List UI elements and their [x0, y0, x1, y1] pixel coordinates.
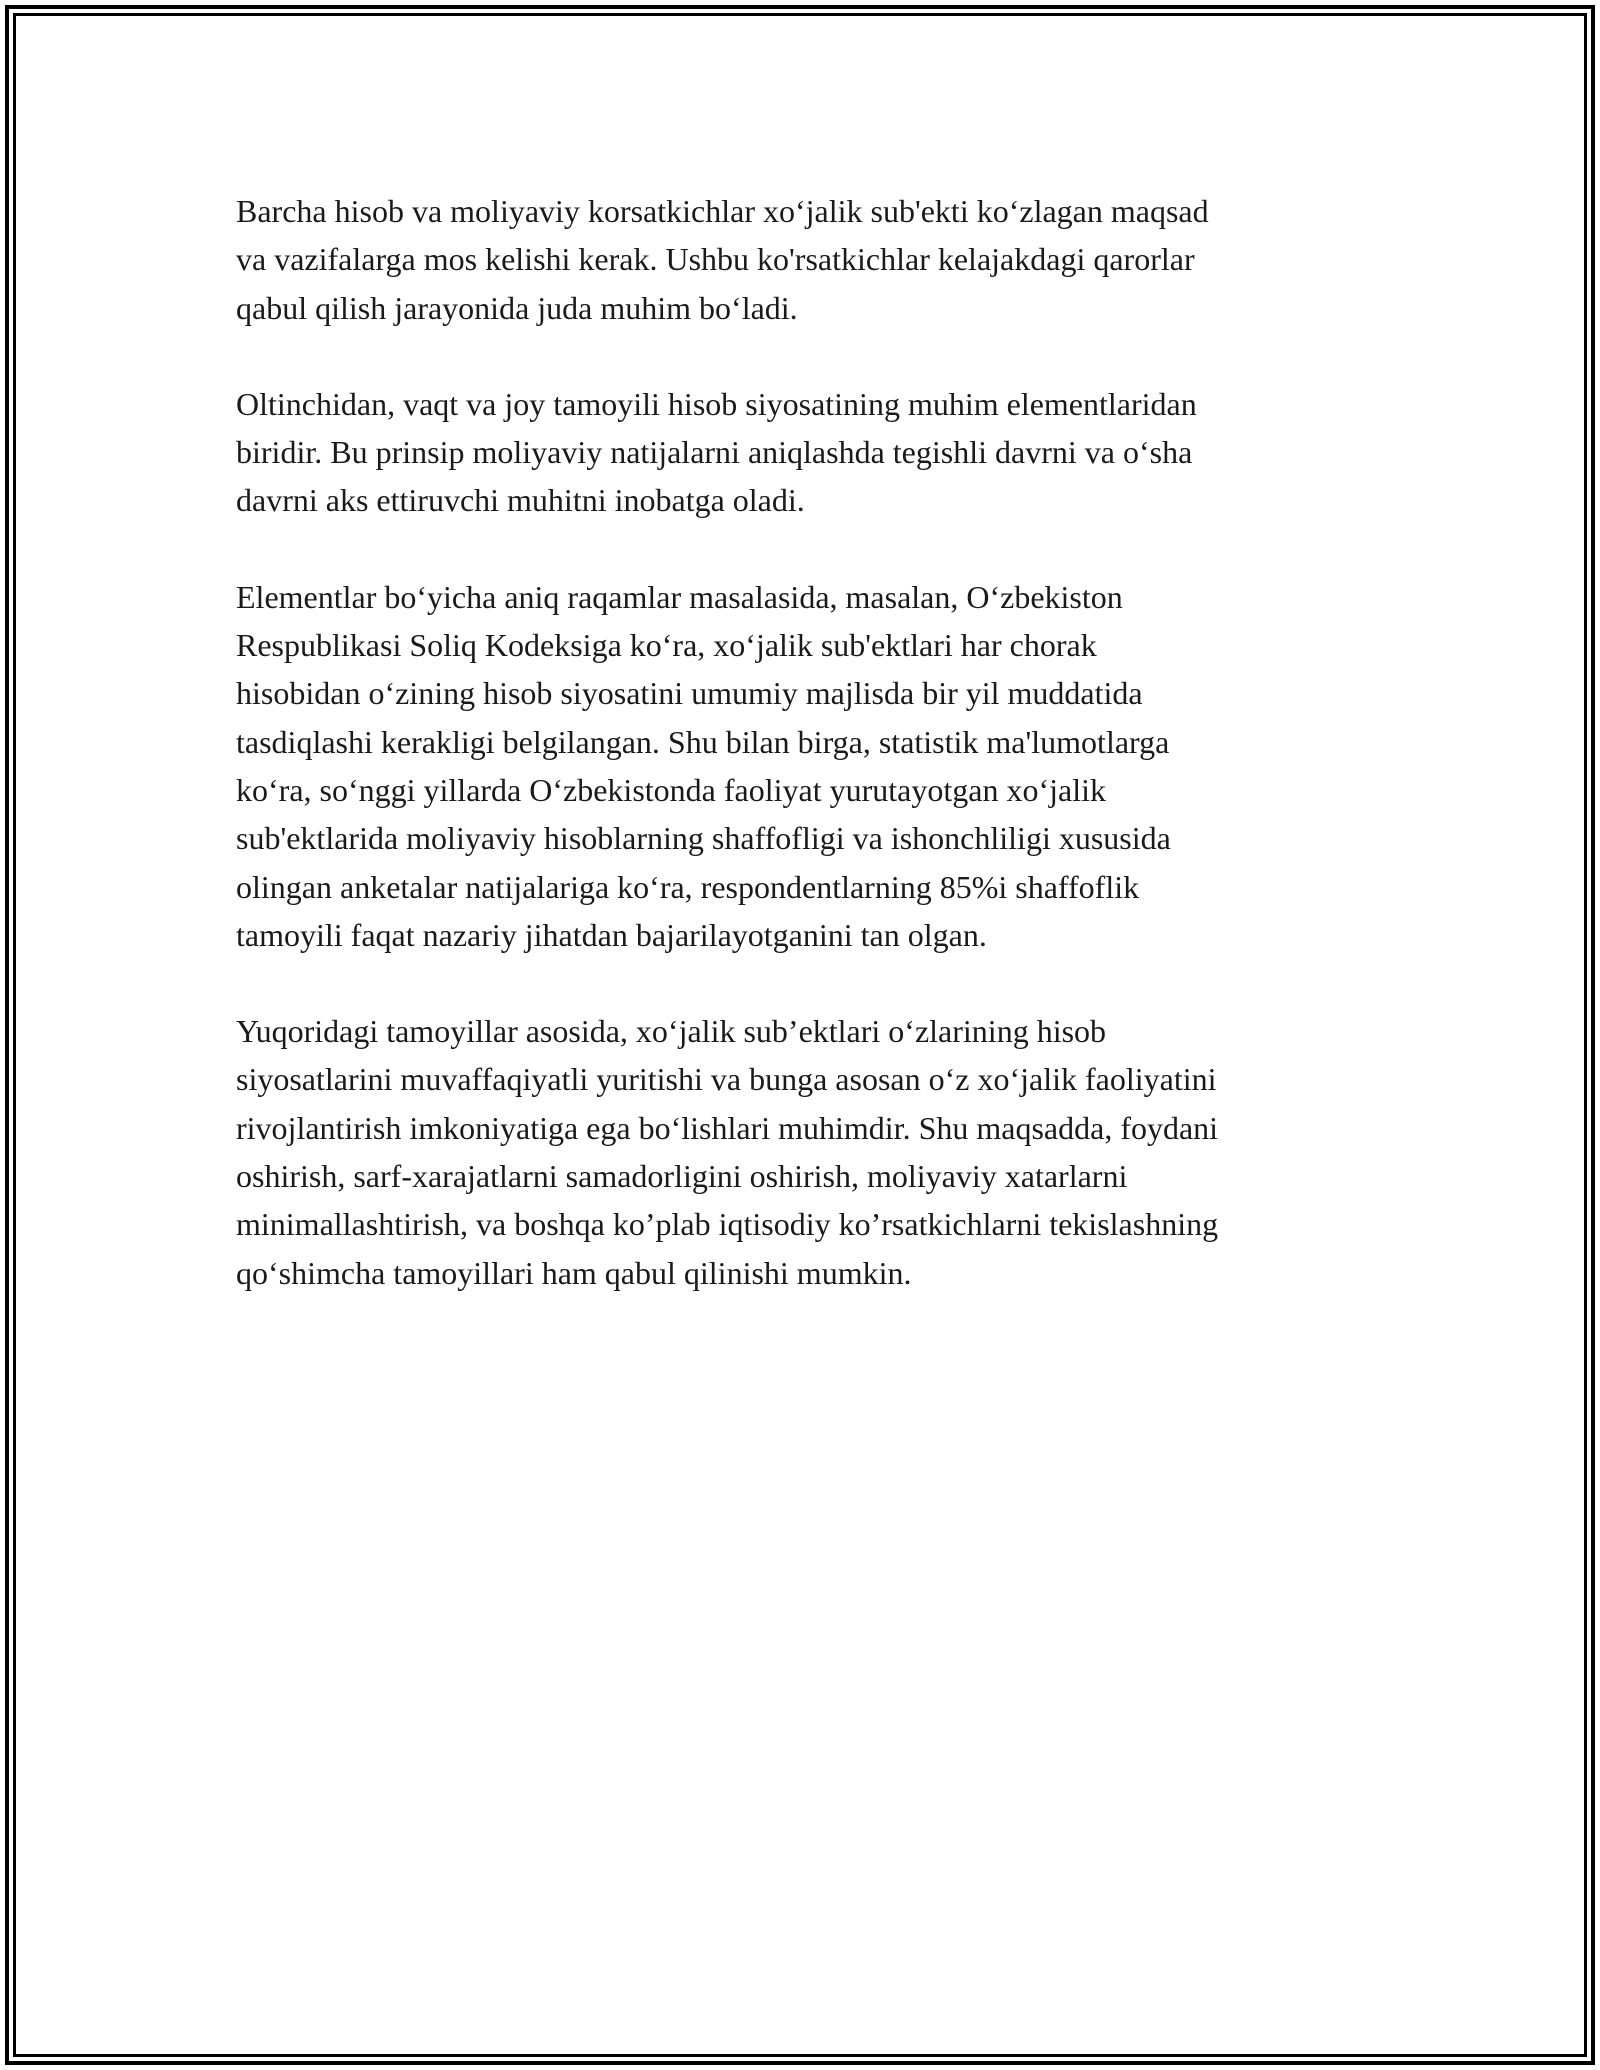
document-body [236, 187, 1384, 1345]
paragraph-1 [236, 187, 1384, 332]
paragraph-2 [236, 380, 1384, 525]
text-line: tamoyili faqat nazariy jihatdan bajarilayotganini tan olgan. [236, 916, 987, 953]
text-line: minimallashtirish, va boshqa ko’plab iqtisodiy ko’rsatkichlarni tekislashning [236, 1206, 1219, 1243]
text-line: va vazifalarga mos kelishi kerak. Ushbu ko'rsatkichlar kelajakdagi qarorlar [236, 241, 1195, 278]
text-line: tasdiqlashi kerakligi belgilangan. Shu bilan birga, statistik ma'lumotlarga [236, 723, 1170, 760]
text-line: Yuqoridagi tamoyillar asosida, xo‘jalik sub’ektlari o‘zlarining hisob [236, 1013, 1107, 1050]
text-line: ko‘ra, so‘nggi yillarda O‘zbekistonda faoliyat yurutayotgan xo‘jalik [236, 771, 1106, 808]
text-line: Oltinchidan, vaqt va joy tamoyili hisob siyosatining muhim elementlaridan [236, 385, 1197, 422]
text-line: oshirish, sarf-xarajatlarni samadorligini oshirish, moliyaviy xatarlarni [236, 1158, 1128, 1195]
text-line: Respublikasi Soliq Kodeksiga ko‘ra, xo‘jalik sub'ektlari har chorak [236, 627, 1097, 664]
text-line: rivojlantirish imkoniyatiga ega bo‘lishlari muhimdir. Shu maqsadda, foydani [236, 1109, 1219, 1146]
text-line: Elementlar bo‘yicha aniq raqamlar masalasida, masalan, O‘zbekiston [236, 578, 1123, 615]
text-line: siyosatlarini muvaffaqiyatli yuritishi va bunga asosan o‘z xo‘jalik faoliyatini [236, 1061, 1217, 1098]
text-line: sub'ektlarida moliyaviy hisoblarning shaffofligi va ishonchliligi xususida [236, 820, 1171, 857]
paragraph-4 [236, 1007, 1384, 1297]
text-line: Barcha hisob va moliyaviy korsatkichlar xo‘jalik sub'ekti ko‘zlagan maqsad [236, 193, 1209, 229]
text-line: qabul qilish jarayonida juda muhim bo‘ladi. [236, 289, 798, 326]
text-line: davrni aks ettiruvchi muhitni inobatga oladi. [236, 482, 805, 519]
text-line: olingan anketalar natijalariga ko‘ra, respondentlarning 85%i shaffoflik [236, 868, 1140, 905]
text-line: hisobidan o‘zining hisob siyosatini umumiy majlisda bir yil muddatida [236, 675, 1143, 712]
paragraph-3 [236, 573, 1384, 959]
text-line: qo‘shimcha tamoyillari ham qabul qilinishi mumkin. [236, 1254, 912, 1291]
text-line: biridir. Bu prinsip moliyaviy natijalarni aniqlashda tegishli davrni va o‘sha [236, 434, 1193, 471]
